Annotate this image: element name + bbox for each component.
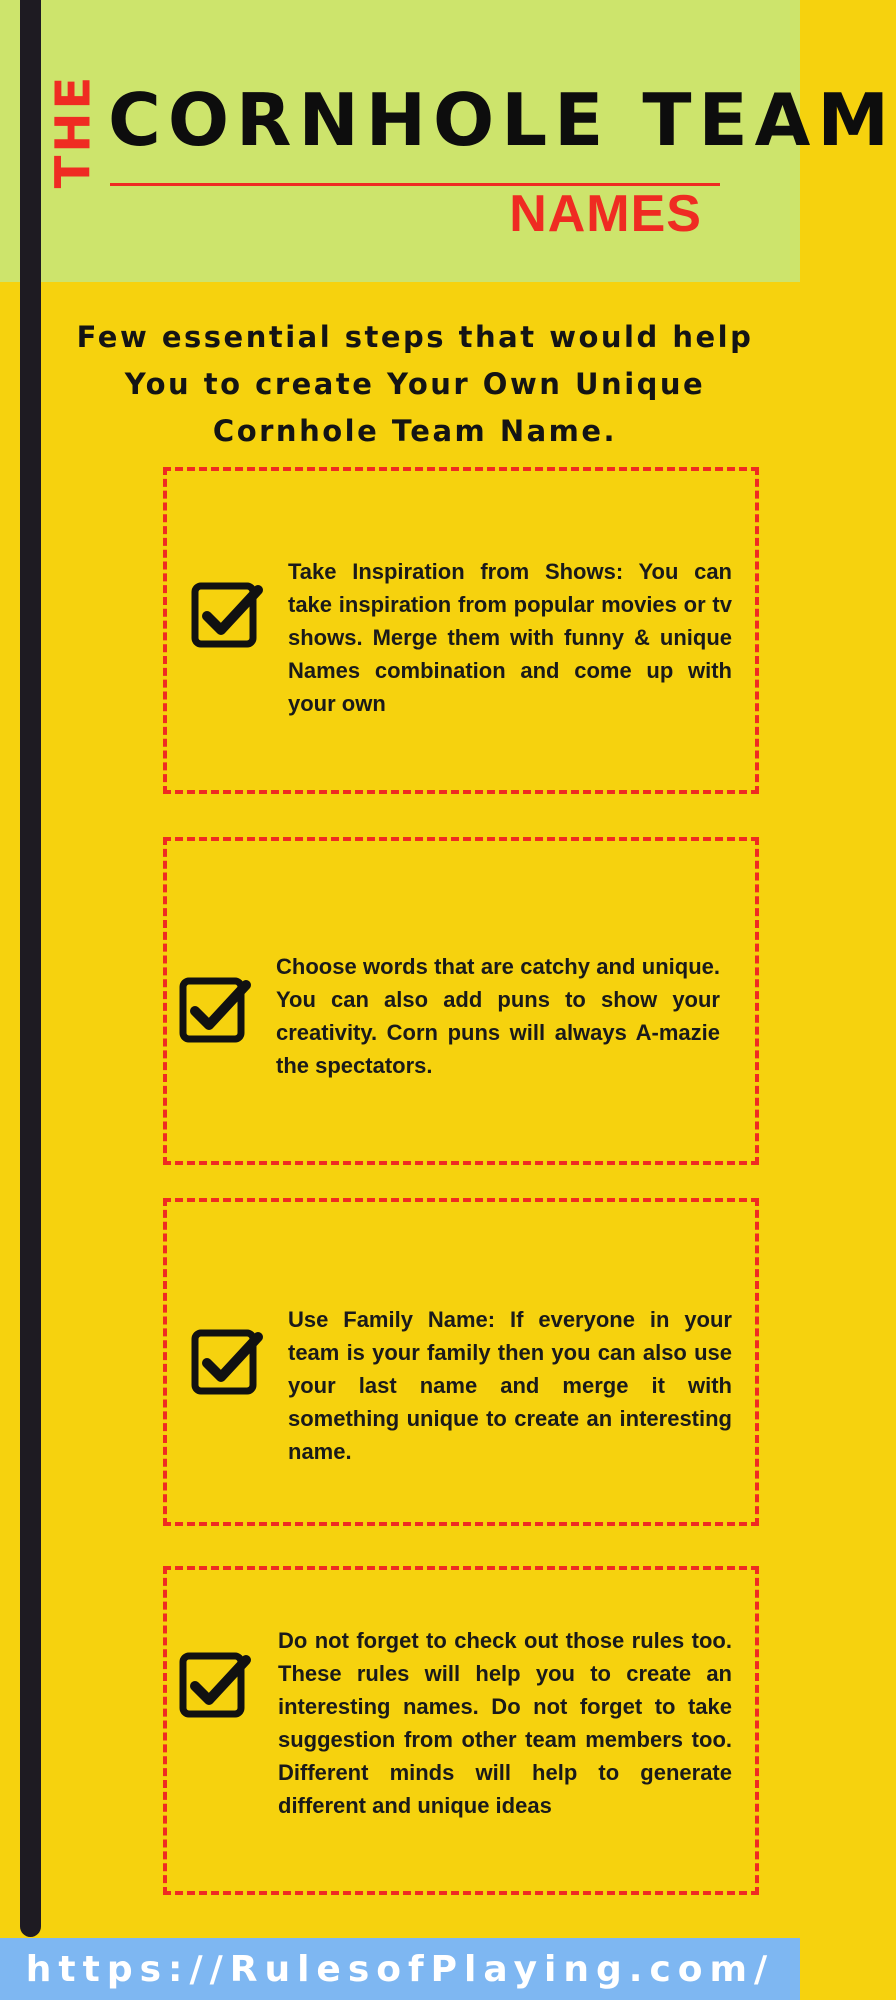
intro-text: Few essential steps that would help You to create Your Own Unique Cornhole Team Name.: [76, 320, 754, 448]
step-text-2: Choose words that are catchy and unique. You can also add puns to show your creativity. Corn puns will always A-mazie the spectators.: [276, 954, 720, 1078]
step-text-4: Do not forget to check out those rules too. These rules will help you to create an interesting names. Do not forget to take suggestion from other team members too. Different minds will help to generate different and unique ideas: [278, 1628, 732, 1818]
step-text-1: Take Inspiration from Shows: You can take inspiration from popular movies or tv shows. Merge them with funny & unique Names combination and come up with your own: [288, 559, 732, 716]
checkbox-checked-icon: [178, 1648, 250, 1720]
vertical-divider-line: [20, 0, 41, 1937]
step-text-3: Use Family Name: If everyone in your team is your family then you can also use your last name and merge it with something unique to create an interesting name.: [288, 1307, 732, 1464]
checkbox-checked-icon: [190, 578, 262, 650]
page-subtitle: NAMES: [509, 185, 702, 243]
checkbox-checked-icon: [178, 973, 250, 1045]
title-prefix: [42, 73, 104, 189]
checkbox-checked-icon: [190, 1325, 262, 1397]
footer-bar: [0, 1938, 800, 2000]
footer-url-link[interactable]: https://RulesofPlaying.com/: [25, 1948, 775, 1990]
title-prefix-text: THE: [45, 73, 102, 189]
page-title: CORNHOLE TEAM: [108, 78, 896, 162]
